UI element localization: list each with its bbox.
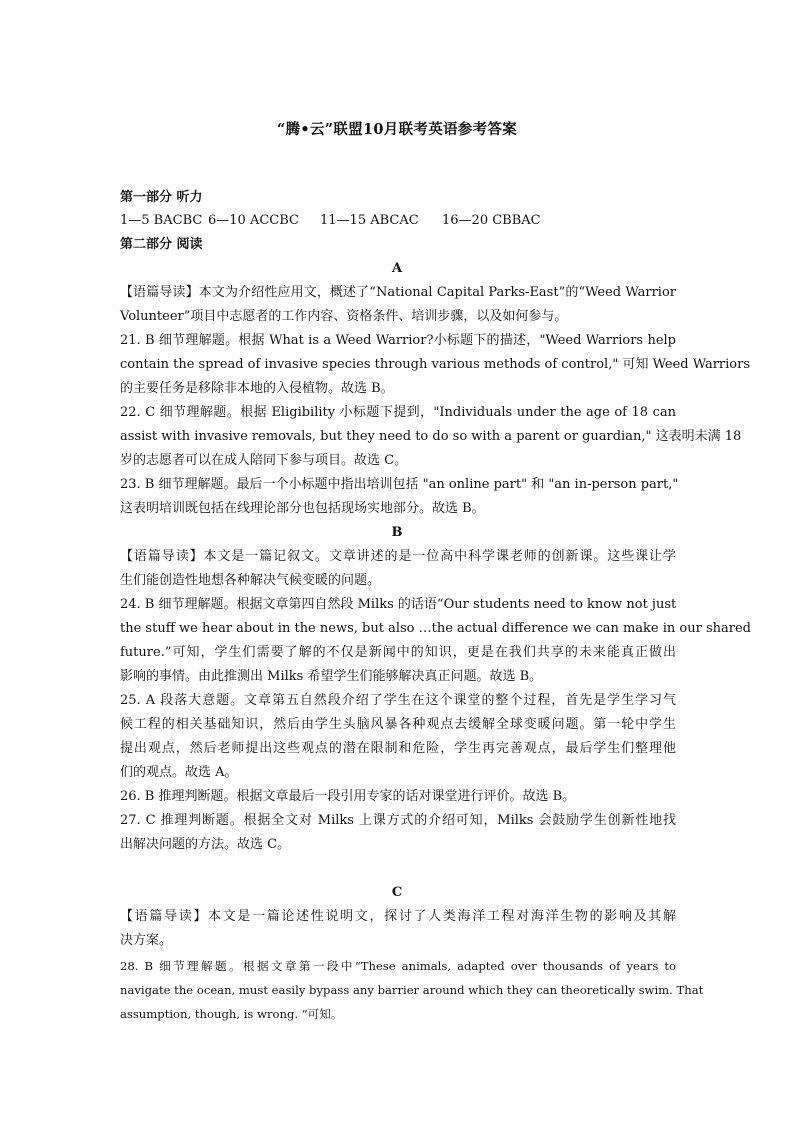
section-a-line: 岁的志愿者可以在成人陪同下参与项目。故选 C。 — [120, 453, 408, 468]
section-b-line: 【语篇导读】本文是一篇记叙文。文章讲述的是一位高中科学课老师的创新课。这些课让学 — [120, 549, 676, 564]
section-a-line: contain the spread of invasive species through various methods of control," 可知 Weed Warriors — [120, 357, 751, 372]
section-b-line: 提出观点，然后老师提出这些观点的潜在限制和危险，学生再完善观点，最后学生们整理他 — [120, 741, 676, 756]
section-b-line: 候工程的相关基础知识，然后由学生头脑风暴各种观点去缓解全球变暖问题。第一轮中学生 — [120, 717, 676, 732]
part1-heading: 第一部分 听力 — [120, 190, 203, 205]
section-c-line: assumption, though, is wrong. ”可知。 — [120, 1007, 343, 1021]
key-group: 11—15 ABCAC — [320, 213, 419, 228]
section-b-line: 27. C 推理判断题。根据全文对 Milks 上课方式的介绍可知，Milks 会鼓励学生创新性地找 — [120, 813, 676, 828]
part2-heading: 第二部分 阅读 — [120, 237, 203, 252]
key-group: 16—20 CBBAC — [442, 213, 541, 228]
listening-keys — [120, 209, 676, 233]
section-b-line: 24. B 细节理解题。根据文章第四自然段 Milks 的话语“Our students need to know not just — [120, 597, 677, 612]
key-group: 1—5 BACBC — [120, 213, 203, 228]
section-a-line: 这表明培训既包括在线理论部分也包括现场实地部分。故选 B。 — [120, 501, 485, 516]
section-a-line: Volunteer”项目中志愿者的工作内容、资格条件、培训步骤，以及如何参与。 — [120, 309, 568, 324]
section-a-line: 23. B 细节理解题。最后一个小标题中指出培训包括 "an online part" 和 "an in-person part," — [120, 477, 679, 492]
section-c-line: 【语篇导读】本文是一篇论述性说明文，探讨了人类海洋工程对海洋生物的影响及其解 — [120, 909, 676, 924]
section-b-line: 25. A 段落大意题。文章第五自然段介绍了学生在这个课堂的整个过程，首先是学生学习气 — [120, 693, 676, 708]
section-b-line: the stuff we hear about in the news, but also …the actual difference we can make in our shared — [120, 621, 751, 636]
section-b-line: future.”可知，学生们需要了解的不仅是新闻中的知识，更是在我们共享的未来能真正做出 — [120, 645, 676, 660]
section-a-line: 【语篇导读】本文为介绍性应用文，概述了“National Capital Parks-East”的“Weed Warrior — [120, 285, 676, 300]
section-b-line: 们的观点。故选 A。 — [120, 765, 238, 780]
section-c-line: 决方案。 — [120, 933, 173, 948]
section-a-line: assist with invasive removals, but they need to do so with a parent or guardian," 这表明未满 18 — [120, 429, 742, 444]
page-title: “腾•云”联盟10月联考英语参考答案 — [276, 121, 518, 138]
section-a-line: 的主要任务是移除非本地的入侵植物。故选 B。 — [120, 381, 394, 396]
section-b-letter: B — [391, 525, 403, 540]
section-b-line: 26. B 推理判断题。根据文章最后一段引用专家的话对课堂进行评价。故选 B。 — [120, 789, 576, 804]
section-b-line: 出解决问题的方法。故选 C。 — [120, 837, 291, 852]
section-c-letter: C — [391, 885, 403, 900]
section-c-line: navigate the ocean, must easily bypass any barrier around which they can theoretically swim. That — [120, 983, 704, 997]
section-a-letter: A — [391, 261, 403, 276]
section-b-line: 影响的事情。由此推测出 Milks 希望学生们能够解决真正问题。故选 B。 — [120, 669, 543, 684]
section-c-line: 28. B 细节理解题。根据文章第一段中“These animals, adapted over thousands of years to — [120, 959, 676, 973]
key-group: 6—10 ACCBC — [208, 213, 299, 228]
section-a-line: 22. C 细节理解题。根据 Eligibility 小标题下提到，"Individuals under the age of 18 can — [120, 405, 676, 420]
section-a-line: 21. B 细节理解题。根据 What is a Weed Warrior?小标题下的描述，"Weed Warriors help — [120, 333, 676, 348]
section-b-line: 生们能创造性地想各种解决气候变暖的问题。 — [120, 573, 381, 588]
